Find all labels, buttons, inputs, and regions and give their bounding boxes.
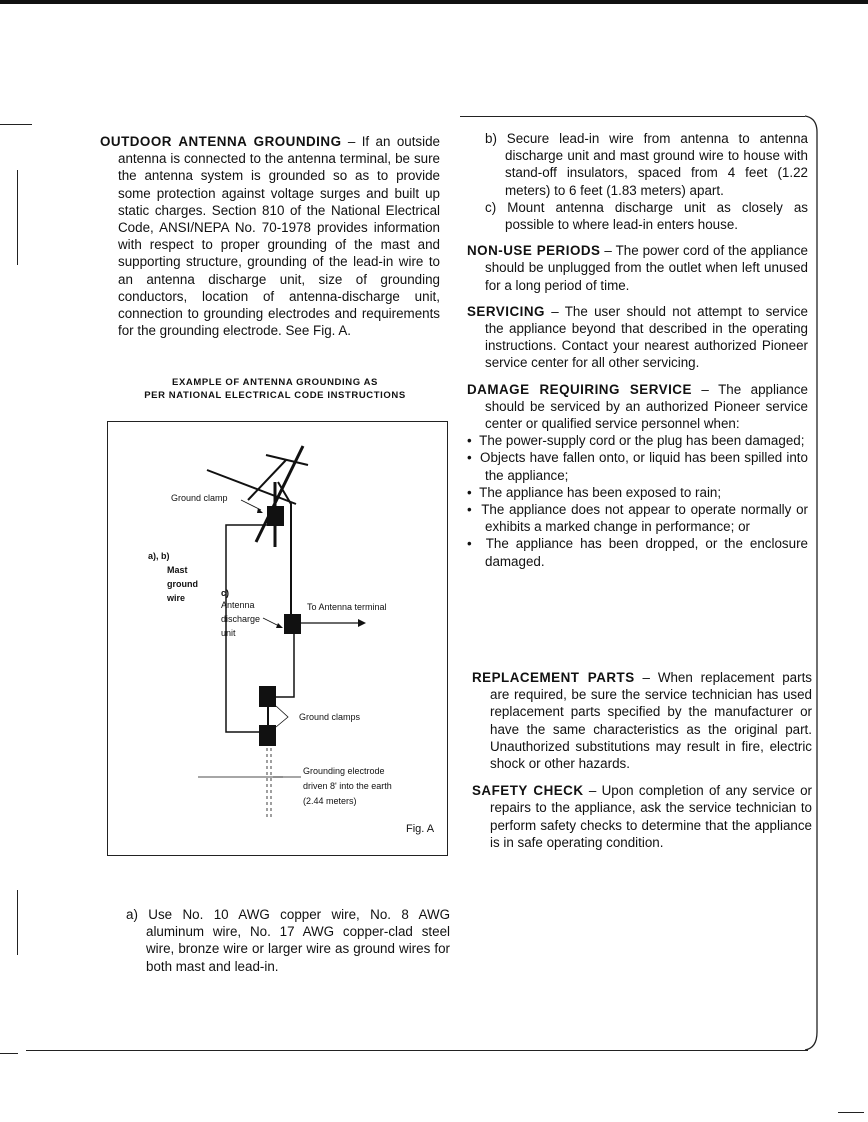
- nonuse-section: [467, 242, 808, 294]
- figure-caption-line1: EXAMPLE OF ANTENNA GROUNDING AS: [172, 377, 378, 388]
- discharge-label: discharge: [221, 614, 261, 624]
- discharge-unit: [284, 614, 301, 634]
- bullet-item: • Objects have fallen onto, or liquid has been spilled into the appliance;: [467, 450, 808, 483]
- lead-in-wire: [278, 482, 291, 622]
- bullet-text: The appliance has been dropped, or the enclosure damaged.: [485, 536, 808, 569]
- antenna-grounding-diagram: [108, 422, 447, 855]
- electrode-label-line3: (2.44 meters): [303, 796, 357, 806]
- lead-in-ground-clamp: [259, 686, 276, 707]
- top-right-rule: [460, 116, 805, 117]
- bullet-item: • The power-supply cord or the plug has been damaged;: [467, 433, 805, 449]
- c-label: c): [221, 588, 230, 598]
- replacement-heading: REPLACEMENT PARTS: [472, 670, 635, 685]
- antenna-label: Antenna: [221, 600, 255, 610]
- safety-heading: SAFETY CHECK: [472, 783, 584, 799]
- discharge-ground-wire: [274, 632, 294, 697]
- note-a: a) Use No. 10 AWG copper wire, No. 8 AWG aluminum wire, No. 17 AWG copper-clad steel wire, bronze wire or larger wire as ground wires for both mast and lead-in.: [126, 907, 450, 974]
- replacement-body: – When replacement parts are required, be sure the service technician has used replacement parts specified by the manufacturer or have the same characteristics as the original part. Unauthorized substitutions may result in fire, electric shock or other hazards.: [490, 670, 812, 772]
- servicing-heading: SERVICING: [467, 303, 545, 319]
- antenna-element-2: [266, 455, 308, 465]
- damage-section: [467, 381, 808, 433]
- left-margin-mark-1: [17, 170, 18, 265]
- bottom-rule: [26, 1050, 808, 1051]
- right-column-lower: [472, 669, 812, 851]
- clamp-pointer-arrow: [257, 508, 263, 513]
- figure-a: [107, 421, 448, 856]
- discharge-pointer-arrow: [276, 623, 283, 628]
- electrode-ground-clamp: [259, 725, 276, 746]
- replacement-section: [472, 669, 812, 772]
- to-antenna-terminal-label: To Antenna terminal: [307, 602, 387, 612]
- outdoor-antenna-section: [100, 133, 440, 339]
- ground-clamps-label: Ground clamps: [299, 712, 361, 722]
- figure-caption: [105, 376, 445, 402]
- bullet-text: The power-supply cord or the plug has been damaged;: [479, 433, 805, 449]
- bullet-text: The appliance has been exposed to rain;: [479, 484, 722, 500]
- antenna-boom: [256, 446, 303, 542]
- bullet-item: • The appliance has been exposed to rain;: [467, 484, 722, 500]
- wire-label: wire: [167, 593, 186, 603]
- safety-section: [472, 782, 812, 851]
- servicing-section: [467, 303, 808, 372]
- top-border: [0, 0, 868, 4]
- safety-body: – Upon completion of any service or repairs to the appliance, ask the service technician to perform safety checks to determine that the appliance is in safe operating condition.: [490, 783, 812, 850]
- nonuse-body: – The power cord of the appliance should be unplugged from the outlet when left unused for a long period of time.: [485, 243, 808, 293]
- damage-heading: DAMAGE REQUIRING SERVICE: [467, 381, 692, 397]
- left-margin-mark-2: [17, 890, 18, 955]
- nonuse-heading: NON-USE PERIODS: [467, 243, 601, 259]
- servicing-body: – The user should not attempt to service the appliance beyond that described in the operating instructions. Contact your nearest authorized Pioneer service center for all other servicing.: [485, 303, 808, 371]
- corner-mark: [838, 1112, 864, 1113]
- bullet-text: Objects have fallen onto, or liquid has been spilled into the appliance;: [480, 450, 808, 483]
- outdoor-body: – If an outside antenna is connected to the antenna terminal, be sure the antenna system is grounded so as to provide some protection against voltage surges and built up static charges. Section 810 of the National Electrical Code, ANSI/NEPA No. 70-1978 provides information with respect to proper grounding of the mast and supporting structure, grounding of the lead-in wire to an antenna discharge unit, size of grounding conductors, location of antenna-discharge unit, connection to grounding electrodes and requirements for the grounding electrode. See Fig. A.: [118, 134, 440, 339]
- ground-label: ground: [167, 579, 198, 589]
- ab-label: a), b): [148, 551, 170, 561]
- note-c: c) Mount antenna discharge unit as closely as possible to where lead-in enters house.: [485, 199, 808, 233]
- unit-label: unit: [221, 628, 236, 638]
- top-left-rule: [0, 124, 32, 125]
- outdoor-heading: OUTDOOR ANTENNA GROUNDING: [100, 134, 342, 149]
- bottom-left-rule: [0, 1053, 18, 1054]
- mast-ground-clamp: [267, 506, 284, 526]
- bullet-item: • The appliance has been dropped, or the enclosure damaged.: [467, 536, 808, 569]
- discharge-pointer: [263, 618, 279, 626]
- ground-clamps-pointer: [276, 706, 288, 727]
- bullet-text: The appliance does not appear to operate normally or exhibits a marked change in performance; or: [481, 502, 808, 535]
- mast-label: Mast: [167, 565, 188, 575]
- electrode-label-line2: driven 8' into the earth: [303, 781, 392, 791]
- fig-id: Fig. A: [406, 823, 435, 835]
- figure-caption-line2: PER NATIONAL ELECTRICAL CODE INSTRUCTIONS: [144, 390, 406, 401]
- electrode-label-line1: Grounding electrode: [303, 766, 385, 776]
- damage-body: – The appliance should be serviced by an authorized Pioneer service center or qualified service personnel when:: [485, 381, 808, 432]
- ground-clamp-label: Ground clamp: [171, 493, 228, 503]
- note-a-block: [126, 906, 450, 975]
- bullet-item: • The appliance does not appear to operate normally or exhibits a marked change in performance; or: [467, 502, 808, 535]
- right-column: [467, 130, 808, 570]
- arrowhead: [358, 619, 366, 627]
- left-column: [100, 133, 440, 339]
- note-b: b) Secure lead-in wire from antenna to antenna discharge unit and mast ground wire to house with stand-off insulators, spaced from 4 feet (1.22 meters) to 6 feet (1.83 meters) apart.: [485, 131, 808, 198]
